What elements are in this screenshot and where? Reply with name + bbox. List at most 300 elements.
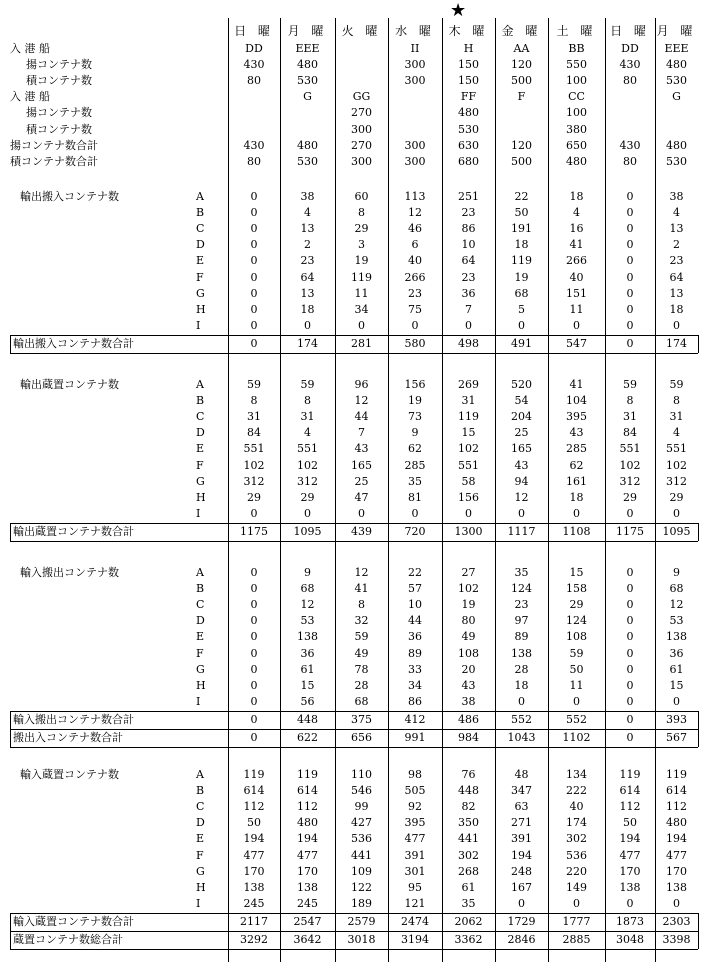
data-row-value: 302 [566, 832, 587, 846]
data-row-value: 25 [354, 474, 369, 488]
day-header-6: 土 曜 [556, 24, 597, 38]
data-row-value: 0 [250, 206, 258, 220]
data-row-value: 29 [623, 490, 637, 504]
data-row-value: 35 [514, 566, 529, 579]
top-row-value: 300 [404, 74, 426, 88]
data-row-value: 68 [669, 582, 684, 596]
row-letter: G [196, 864, 205, 878]
data-row-value: 41 [569, 378, 584, 391]
data-row-value: 112 [243, 800, 265, 814]
row-letter: D [196, 614, 205, 628]
total-row-value: 580 [404, 336, 426, 350]
data-row-value: 0 [250, 678, 258, 692]
rule-line [10, 711, 698, 712]
data-row-value: 477 [243, 848, 265, 862]
total-row-value: 991 [404, 730, 426, 744]
data-row-value: 161 [566, 474, 587, 488]
data-row-value: 38 [669, 190, 684, 203]
top-row-value: 430 [619, 58, 641, 72]
data-row-value: 25 [514, 426, 529, 440]
data-row-value: 194 [297, 832, 318, 846]
total-row-value: 1300 [454, 524, 483, 538]
data-row-value: 12 [354, 394, 369, 408]
data-row-value: 41 [354, 582, 369, 596]
data-row-value: 80 [461, 614, 476, 628]
data-row-value: 194 [619, 832, 641, 846]
data-row-value: 53 [669, 614, 684, 628]
row-letter: F [196, 270, 204, 284]
data-row-value: 89 [408, 646, 422, 660]
data-row-value: 0 [250, 190, 258, 203]
day-header-7: 日 曜 [610, 24, 650, 38]
total-row-value: 439 [351, 524, 372, 538]
data-row-value: 0 [518, 896, 525, 910]
data-row-value: 11 [569, 302, 584, 316]
data-row-value: 119 [297, 768, 318, 781]
data-row-value: 6 [411, 238, 419, 252]
data-row-value: 60 [354, 190, 369, 203]
row-letter: A [196, 768, 204, 781]
data-row-value: 0 [626, 238, 634, 252]
total-row-value: 1175 [616, 524, 644, 538]
data-row-value: 102 [666, 458, 687, 472]
data-row-value: 38 [300, 190, 315, 203]
data-row-value: 248 [511, 864, 532, 878]
data-row-value: 165 [511, 442, 532, 456]
total-row-value: 984 [458, 730, 479, 744]
row-letter: I [196, 506, 201, 520]
data-row-value: 62 [569, 458, 584, 472]
data-row-value: 13 [300, 222, 315, 236]
data-row-value: 36 [461, 286, 476, 300]
data-row-value: 0 [626, 566, 634, 579]
data-row-value: 312 [619, 474, 641, 488]
data-row-value: 119 [666, 768, 687, 781]
data-row-value: 614 [297, 784, 318, 798]
total-row-value: 1873 [616, 914, 644, 928]
row-letter: F [196, 458, 204, 472]
data-row-value: 76 [461, 768, 476, 781]
column-divider [655, 18, 656, 962]
total-row-value: 1729 [507, 914, 536, 928]
data-row-value: 0 [626, 286, 634, 300]
top-row-value: 680 [458, 154, 479, 168]
data-row-value: 302 [458, 848, 479, 862]
data-row-value: 104 [566, 394, 587, 408]
column-divider [388, 18, 389, 962]
data-row-value: 170 [243, 864, 265, 878]
total-row-value: 552 [511, 712, 532, 726]
data-row-value: 441 [458, 832, 479, 846]
data-row-value: 0 [304, 318, 311, 332]
total-row-value: 498 [458, 336, 479, 350]
data-row-value: 347 [511, 784, 532, 798]
data-row-value: 38 [461, 694, 476, 708]
row-letter: B [196, 206, 205, 220]
data-row-value: 99 [354, 800, 369, 814]
data-row-value: 43 [461, 678, 476, 692]
data-row-value: 49 [354, 646, 369, 660]
data-row-value: 0 [518, 694, 525, 708]
data-row-value: 7 [465, 302, 472, 316]
data-row-value: 138 [666, 630, 687, 644]
total-row-value: 2303 [662, 914, 691, 928]
total-row-value: 174 [297, 336, 318, 350]
row-letter: C [196, 410, 205, 424]
data-row-value: 551 [458, 458, 479, 472]
top-row-label: 積コンテナ数 [26, 122, 92, 136]
row-letter: F [196, 646, 204, 660]
data-row-value: 301 [404, 864, 426, 878]
total-row-label: 搬出入コンテナ数合計 [13, 730, 123, 744]
data-row-value: 59 [247, 378, 261, 391]
data-row-value: 36 [408, 630, 422, 644]
data-row-value: 64 [669, 270, 684, 284]
data-row-value: 156 [404, 378, 426, 391]
data-row-value: 269 [458, 378, 479, 391]
top-row-value: 530 [458, 122, 479, 136]
data-row-value: 441 [351, 848, 372, 862]
top-row-value: 530 [297, 154, 318, 168]
rule-line [10, 523, 698, 524]
rule-line [10, 335, 698, 336]
data-row-value: 61 [669, 662, 684, 676]
day-header-0: 日 曜 [234, 24, 274, 38]
top-row-value: 150 [458, 74, 479, 88]
data-row-value: 89 [514, 630, 529, 644]
data-row-value: 59 [669, 378, 684, 391]
data-row-value: 3 [358, 238, 365, 252]
top-row-label: 入 港 船 [10, 42, 50, 55]
data-row-value: 0 [626, 190, 634, 203]
data-row-value: 0 [626, 270, 634, 284]
data-row-value: 22 [408, 566, 422, 579]
top-row-label: 積コンテナ数 [26, 74, 92, 88]
top-row-value: 500 [511, 74, 532, 88]
data-row-value: 119 [511, 254, 532, 268]
data-row-value: 520 [511, 378, 532, 391]
data-row-value: 12 [408, 206, 422, 220]
data-row-value: 222 [566, 784, 587, 798]
data-row-value: 9 [304, 566, 311, 579]
data-row-value: 551 [243, 442, 265, 456]
top-row-value: 630 [458, 138, 479, 152]
data-row-value: 4 [673, 206, 680, 220]
data-row-value: 170 [666, 864, 687, 878]
data-row-value: 0 [626, 598, 634, 612]
data-row-value: 124 [511, 582, 532, 596]
data-row-value: 395 [566, 410, 587, 424]
data-row-value: 22 [514, 190, 529, 203]
data-row-value: 48 [514, 768, 529, 781]
top-row-label: 揚コンテナ数合計 [10, 138, 98, 152]
data-row-value: 8 [304, 394, 311, 408]
row-letter: B [196, 784, 205, 798]
data-row-value: 109 [351, 864, 372, 878]
data-row-value: 2 [304, 238, 311, 252]
top-row-value: II [410, 42, 420, 55]
total-row-value: 3048 [616, 932, 644, 946]
top-row-label: 揚コンテナ数 [26, 58, 92, 72]
data-row-value: 122 [351, 880, 372, 894]
data-row-value: 204 [511, 410, 532, 424]
top-row-value: 480 [297, 58, 318, 72]
row-letter: C [196, 222, 205, 236]
data-row-value: 23 [514, 598, 529, 612]
row-letter: H [196, 678, 206, 692]
top-row-value: EEE [295, 42, 320, 55]
day-header-1: 月 曜 [287, 24, 328, 38]
row-letter: H [196, 490, 206, 504]
data-row-value: 0 [250, 318, 258, 332]
top-row-value: 480 [297, 138, 318, 152]
data-row-value: 551 [619, 442, 641, 456]
data-row-value: 614 [619, 784, 641, 798]
data-row-value: 68 [354, 694, 369, 708]
top-row-value: 530 [666, 154, 687, 168]
data-row-value: 0 [250, 302, 258, 316]
data-row-value: 12 [514, 490, 529, 504]
data-row-value: 119 [458, 410, 479, 424]
data-row-value: 0 [626, 302, 634, 316]
data-row-value: 165 [351, 458, 372, 472]
rule-line [10, 931, 698, 932]
data-row-value: 271 [511, 816, 532, 830]
data-row-value: 61 [461, 880, 476, 894]
total-row-value: 0 [626, 730, 634, 744]
data-row-value: 138 [243, 880, 265, 894]
total-row-value: 491 [511, 336, 532, 350]
data-row-value: 546 [351, 784, 372, 798]
data-row-value: 477 [619, 848, 641, 862]
data-row-value: 0 [250, 598, 258, 612]
data-row-value: 110 [351, 768, 372, 781]
data-row-value: 95 [408, 880, 422, 894]
data-row-value: 43 [354, 442, 369, 456]
data-row-value: 8 [358, 206, 365, 220]
rule-line [10, 729, 698, 730]
data-row-value: 266 [566, 254, 587, 268]
data-row-value: 36 [300, 646, 315, 660]
data-row-value: 268 [458, 864, 479, 878]
data-row-value: 0 [250, 694, 258, 708]
top-row-value: 430 [243, 58, 265, 72]
data-row-value: 43 [569, 426, 584, 440]
data-row-value: 0 [673, 694, 680, 708]
total-row-value: 2885 [562, 932, 591, 946]
data-row-value: 119 [351, 270, 372, 284]
total-row-value: 2547 [293, 914, 322, 928]
data-row-value: 11 [569, 678, 584, 692]
data-row-value: 156 [458, 490, 479, 504]
data-row-value: 23 [461, 206, 476, 220]
row-letter: H [196, 302, 206, 316]
data-row-value: 191 [511, 222, 532, 236]
data-row-value: 10 [461, 238, 476, 252]
data-row-value: 50 [569, 662, 584, 676]
data-row-value: 29 [300, 490, 315, 504]
data-row-value: 112 [619, 800, 641, 814]
top-row-value: GG [352, 90, 371, 104]
data-row-value: 285 [566, 442, 587, 456]
total-row-value: 2846 [507, 932, 536, 946]
top-row-value: 430 [619, 138, 641, 152]
data-row-value: 0 [626, 582, 634, 596]
data-row-value: 15 [669, 678, 684, 692]
rule-line [10, 353, 698, 354]
data-row-value: 170 [619, 864, 641, 878]
data-row-value: 551 [666, 442, 687, 456]
data-row-value: 98 [408, 768, 422, 781]
data-row-value: 12 [300, 598, 315, 612]
total-row-value: 622 [297, 730, 318, 744]
data-row-value: 10 [408, 598, 422, 612]
data-row-value: 4 [304, 206, 311, 220]
data-row-value: 189 [351, 896, 372, 910]
data-row-value: 18 [569, 190, 584, 203]
row-letter: I [196, 896, 201, 910]
data-row-value: 23 [461, 270, 476, 284]
data-row-value: 480 [297, 816, 318, 830]
column-divider [605, 18, 606, 962]
data-row-value: 0 [518, 318, 525, 332]
data-row-value: 102 [243, 458, 265, 472]
total-row-value: 3194 [401, 932, 429, 946]
data-row-value: 59 [623, 378, 637, 391]
data-row-value: 9 [411, 426, 419, 440]
row-letter: G [196, 474, 205, 488]
data-row-value: 23 [669, 254, 684, 268]
data-row-value: 31 [669, 410, 684, 424]
data-row-value: 64 [461, 254, 476, 268]
total-row-value: 1102 [562, 730, 591, 744]
total-row-value: 656 [351, 730, 372, 744]
data-row-value: 0 [626, 318, 634, 332]
total-row-value: 2474 [401, 914, 429, 928]
section-title: 輸入搬出コンテナ数 [20, 566, 119, 579]
data-row-value: 0 [626, 630, 634, 644]
data-row-value: 32 [354, 614, 369, 628]
data-row-value: 0 [626, 506, 634, 520]
data-row-value: 50 [623, 816, 637, 830]
top-row-value: 380 [566, 122, 587, 136]
row-letter: D [196, 816, 205, 830]
row-letter: C [196, 598, 205, 612]
total-row-value: 552 [566, 712, 587, 726]
data-row-value: 391 [511, 832, 532, 846]
data-row-value: 0 [465, 318, 472, 332]
total-row-value: 0 [250, 336, 258, 350]
data-row-value: 36 [669, 646, 684, 660]
top-row-value: 300 [404, 154, 426, 168]
top-row-value: 300 [404, 58, 426, 72]
top-row-value: 270 [351, 106, 372, 120]
data-row-value: 220 [566, 864, 587, 878]
data-row-value: 86 [461, 222, 476, 236]
data-row-value: 68 [514, 286, 529, 300]
row-letter: C [196, 800, 205, 814]
data-row-value: 245 [243, 896, 265, 910]
data-row-value: 536 [351, 832, 372, 846]
data-row-value: 4 [573, 206, 580, 220]
total-row-label: 輸出蔵置コンテナ数合計 [13, 524, 134, 538]
data-row-value: 0 [411, 318, 419, 332]
data-row-value: 0 [573, 506, 580, 520]
day-header-2: 火 曜 [341, 24, 382, 38]
row-letter: F [196, 848, 204, 862]
top-row-value: 530 [297, 74, 318, 88]
data-row-value: 0 [573, 896, 580, 910]
data-row-value: 8 [358, 598, 365, 612]
data-row-value: 2 [673, 238, 680, 252]
data-row-value: 19 [408, 394, 422, 408]
data-row-value: 18 [514, 678, 529, 692]
data-row-value: 0 [250, 254, 258, 268]
rule-line [10, 913, 698, 914]
data-row-value: 8 [673, 394, 680, 408]
column-divider [548, 18, 549, 962]
top-row-value: 80 [623, 74, 637, 88]
data-row-value: 13 [669, 286, 684, 300]
data-row-value: 84 [247, 426, 261, 440]
row-letter: B [196, 394, 205, 408]
data-row-value: 174 [566, 816, 587, 830]
top-row-value: 120 [511, 138, 532, 152]
data-row-value: 4 [304, 426, 311, 440]
data-row-value: 194 [666, 832, 687, 846]
data-row-value: 0 [626, 254, 634, 268]
day-header-row [10, 22, 698, 39]
data-row-value: 102 [458, 582, 479, 596]
total-row-value: 0 [250, 730, 258, 744]
total-row-value: 1108 [562, 524, 591, 538]
data-row-value: 0 [673, 506, 680, 520]
data-row-value: 151 [566, 286, 587, 300]
data-row-value: 23 [408, 286, 422, 300]
total-row-value: 3018 [347, 932, 376, 946]
data-row-value: 477 [666, 848, 687, 862]
row-letter: A [196, 190, 204, 203]
data-row-value: 312 [297, 474, 318, 488]
section-title: 輸入蔵置コンテナ数 [20, 768, 119, 781]
data-row-value: 0 [573, 694, 580, 708]
row-letter: E [196, 832, 205, 846]
data-row-value: 13 [300, 286, 315, 300]
data-row-value: 194 [243, 832, 265, 846]
data-row-value: 18 [669, 302, 684, 316]
top-row-value: 480 [666, 58, 687, 72]
data-row-value: 40 [569, 270, 584, 284]
data-row-value: 477 [404, 832, 426, 846]
data-row-value: 138 [297, 630, 318, 644]
data-row-value: 0 [673, 896, 680, 910]
data-row-value: 285 [404, 458, 426, 472]
top-row-value: 80 [247, 74, 261, 88]
data-row-value: 138 [297, 880, 318, 894]
data-row-value: 0 [626, 206, 634, 220]
data-row-value: 11 [354, 286, 369, 300]
data-row-value: 28 [514, 662, 529, 676]
total-row-value: 567 [666, 730, 687, 744]
data-row-value: 44 [408, 614, 422, 628]
data-row-value: 19 [461, 598, 476, 612]
total-row-value: 1095 [293, 524, 322, 538]
data-row-value: 0 [358, 318, 365, 332]
data-row-value: 0 [626, 222, 634, 236]
data-row-value: 86 [408, 694, 422, 708]
day-header-4: 木 曜 [448, 24, 489, 38]
data-row-value: 35 [408, 474, 422, 488]
